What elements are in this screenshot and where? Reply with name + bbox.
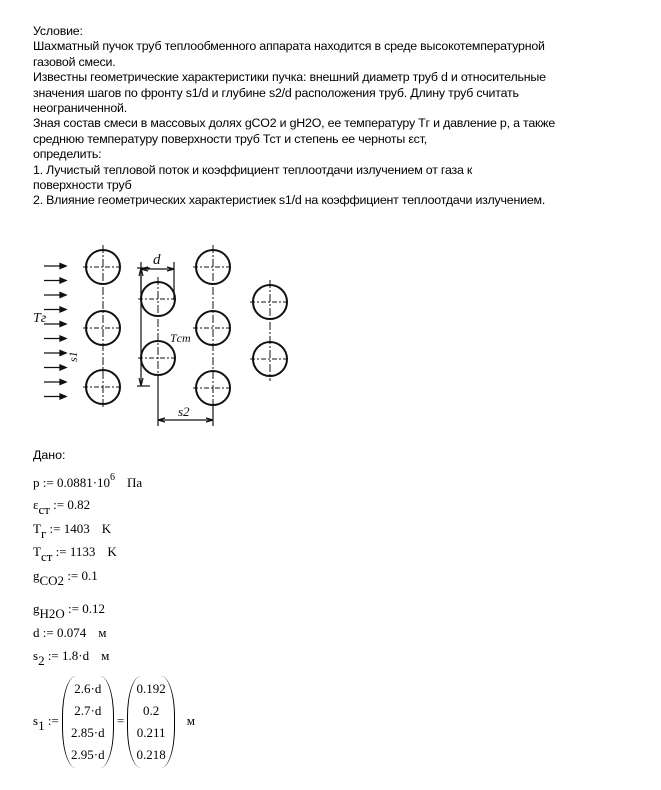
condition-line: поверхности труб (33, 178, 132, 193)
var-eps: $\varepsilon_{ст}$ := 0.82 (33, 497, 91, 517)
arrow-head (60, 336, 66, 341)
label-tg: Tг (33, 311, 47, 326)
condition-line: неограниченной. (33, 101, 127, 116)
condition-line: 2. Влияние геометрических характеристиек s1/d на коэффициент теплоотдачи излучением. (33, 193, 546, 208)
arrow-head (60, 394, 66, 399)
var-gh2o: $g_{H2O}$ := 0.12 (33, 601, 105, 621)
var-d: d := 0.074 м (33, 625, 107, 640)
arrow-head (60, 278, 66, 283)
arrow-head (60, 322, 66, 327)
arrow-head (60, 293, 66, 298)
arrow-head (60, 264, 66, 269)
s1-value-matrix: 0.192 0.2 0.211 0.218 (127, 676, 174, 768)
condition-line: 1. Лучистый тепловой поток и коэффициент теплоотдачи излучением от газа к (33, 162, 473, 177)
condition-line: определить: (33, 147, 102, 162)
var-gco2: $g_{CO2}$ := 0.1 (33, 568, 98, 588)
arrow-head (60, 307, 66, 312)
condition-line: Известны геометрические характеристики пучка: внешний диаметр труб d и относительные (33, 70, 546, 85)
var-p: p := $0.0881\cdot 10^6$ Па (33, 472, 143, 490)
arrow-head (60, 380, 66, 385)
var-s1: $s_1$ := 2.6·d 2.7·d 2.85·d 2.95·d = 0.192 0.2 0.211 0.218 м (33, 676, 195, 768)
arrow-head (60, 365, 66, 370)
label-s1: s1 (66, 351, 80, 362)
label-tst: Tст (170, 331, 191, 345)
var-tst: $T_{ст}$ := 1133 K (33, 544, 117, 564)
gas-flow-arrows (44, 264, 66, 400)
s1-expr-matrix: 2.6·d 2.7·d 2.85·d 2.95·d (62, 676, 114, 768)
label-s2: s2 (178, 404, 190, 419)
var-s2: $s_2$ := 1.8·d м (33, 648, 110, 668)
condition-line: значения шагов по фронту s1/d и глубине s2/d расположения труб. Длину труб считать (33, 85, 519, 100)
tubes (83, 245, 290, 410)
given-heading: Дано: (33, 448, 66, 462)
condition-line: среднюю температуру поверхности труб Тст и степень ее черноты εст, (33, 131, 427, 146)
condition-heading: Условие: (33, 24, 83, 38)
condition-line: Шахматный пучок труб теплообменного аппарата находится в среде высокотемпературной (33, 39, 545, 54)
condition-line: Зная состав смеси в массовых долях gCO2 и gH2O, ее температуру Тг и давление р, а также (33, 116, 556, 131)
condition-line: газовой смеси. (33, 54, 116, 69)
var-tg: $T_г$ := 1403 K (33, 521, 112, 541)
label-d: d (153, 252, 161, 268)
